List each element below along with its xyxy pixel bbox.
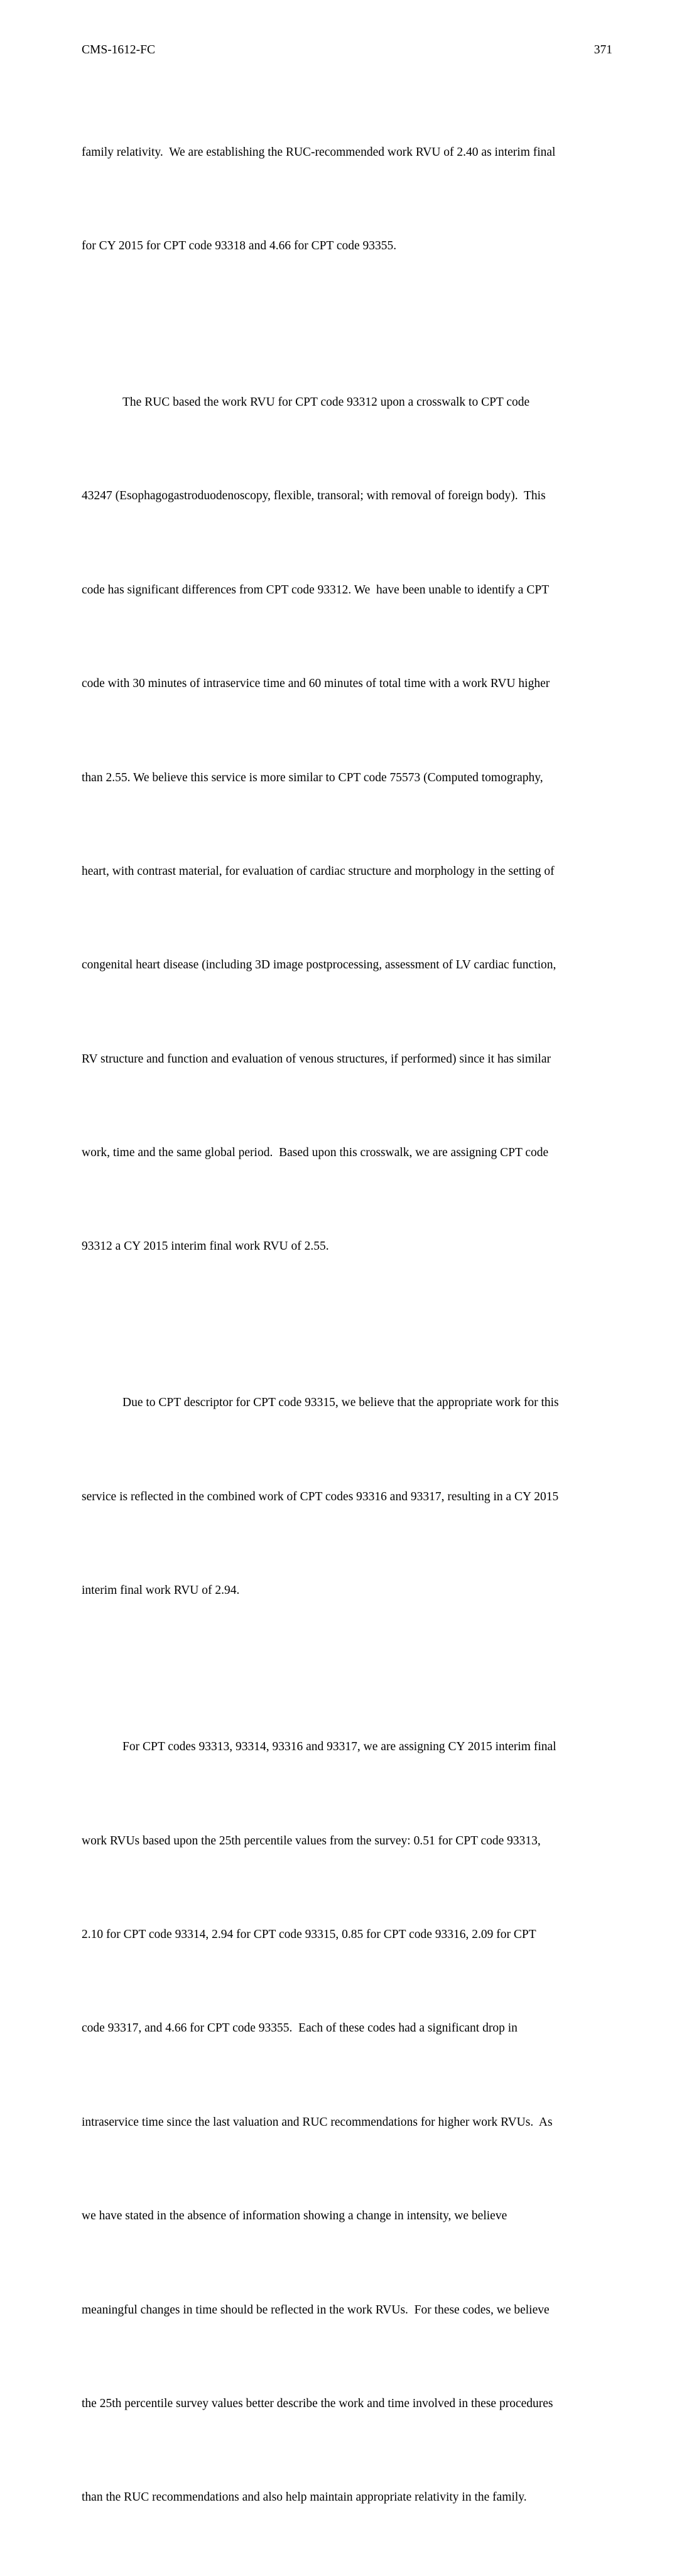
- text-line: Due to CPT descriptor for CPT code 93315, we believe that the appropriate work for this: [122, 1396, 559, 1410]
- text-line: work RVUs based upon the 25th percentile values from the survey: 0.51 for CPT code 93313,: [82, 1834, 541, 1848]
- text-line: For CPT codes 93313, 93314, 93316 and 93317, we are assigning CY 2015 interim final: [122, 1740, 556, 1754]
- body-text: [82, 74, 612, 2576]
- text-line: service is reflected in the combined work of CPT codes 93316 and 93317, resulting in a CY 2015: [82, 1490, 559, 1503]
- text-line: intraservice time since the last valuation and RUC recommendations for higher work RVUs. As: [82, 2115, 553, 2129]
- text-line: RV structure and function and evaluation of venous structures, if performed) since it has similar: [82, 1052, 551, 1066]
- text-line: meaningful changes in time should be reflected in the work RVUs. For these codes, we believe: [82, 2303, 550, 2317]
- text-line: than 2.55. We believe this service is more similar to CPT code 75573 (Computed tomography,: [82, 771, 543, 784]
- text-line: congenital heart disease (including 3D image postprocessing, assessment of LV cardiac function,: [82, 958, 556, 972]
- text-line: 93312 a CY 2015 interim final work RVU of 2.55.: [82, 1240, 329, 1253]
- text-line: 2.10 for CPT code 93314, 2.94 for CPT code 93315, 0.85 for CPT code 93316, 2.09 for CPT: [82, 1928, 536, 1942]
- text-line: code has significant differences from CPT code 93312. We have been unable to identify a CPT: [82, 583, 550, 597]
- document-id: CMS-1612-FC: [82, 43, 156, 57]
- paragraph: [82, 1325, 612, 1669]
- paragraph: [82, 74, 612, 324]
- text-line: The RUC based the work RVU for CPT code 93312 upon a crosswalk to CPT code: [122, 395, 530, 409]
- text-line: work, time and the same global period. Based upon this crosswalk, we are assigning CPT code: [82, 1146, 549, 1160]
- text-line: 43247 (Esophagogastroduodenoscopy, flexible, transoral; with removal of foreign body). This: [82, 489, 546, 503]
- paragraph: [82, 1669, 612, 2576]
- text-line: family relativity. We are establishing the RUC-recommended work RVU of 2.40 as interim final: [82, 145, 556, 159]
- text-line: code 93317, and 4.66 for CPT code 93355. Each of these codes had a significant drop in: [82, 2021, 518, 2035]
- text-line: heart, with contrast material, for evaluation of cardiac structure and morphology in the setting of: [82, 864, 555, 878]
- text-line: the 25th percentile survey values better describe the work and time involved in these procedures: [82, 2396, 553, 2410]
- text-line: for CY 2015 for CPT code 93318 and 4.66 for CPT code 93355.: [82, 239, 397, 252]
- text-line: interim final work RVU of 2.94.: [82, 1584, 240, 1598]
- page-header: [82, 41, 612, 59]
- text-line: we have stated in the absence of information showing a change in intensity, we believe: [82, 2209, 507, 2223]
- text-line: than the RUC recommendations and also help maintain appropriate relativity in the family.: [82, 2491, 527, 2504]
- page-number: 371: [594, 43, 612, 57]
- text-line: code with 30 minutes of intraservice time and 60 minutes of total time with a work RVU higher: [82, 677, 550, 691]
- paragraph: [82, 324, 612, 1325]
